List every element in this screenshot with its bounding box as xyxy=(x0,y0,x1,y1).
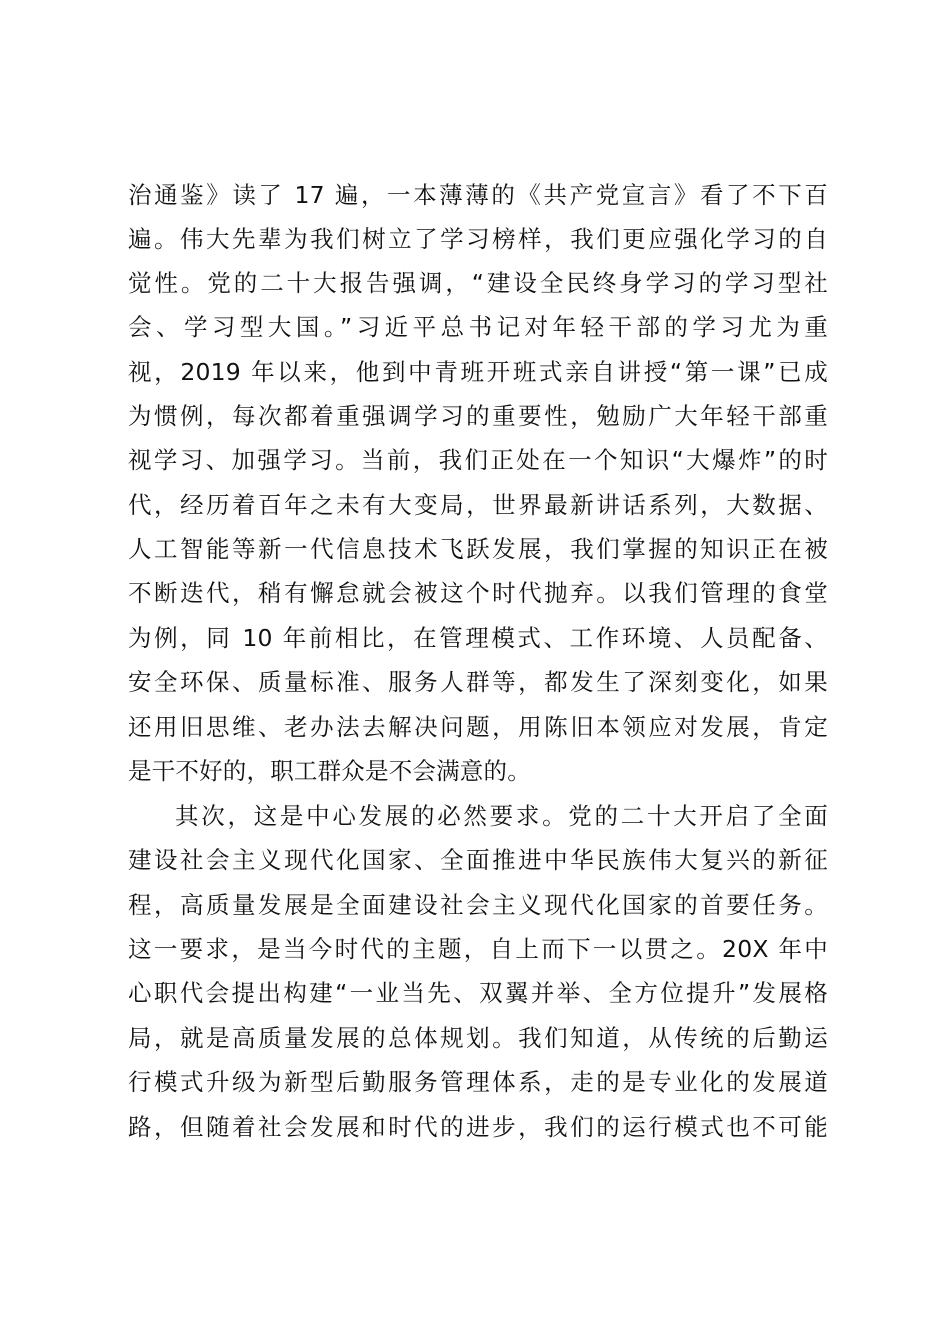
text-line: 治通鉴》读了 17 遍，一本薄薄的《共产党宣言》看了不下百 xyxy=(128,181,828,209)
text-line: 安全环保、质量标准、服务人群等，都发生了深刻变化，如果 xyxy=(128,668,828,696)
text-line: 视学习、加强学习。当前，我们正处在一个知识“大爆炸”的时 xyxy=(128,446,828,474)
text-line: 会、学习型大国。”习近平总书记对年轻干部的学习尤为重 xyxy=(128,313,828,341)
text-line: 视，2019 年以来，他到中青班开班式亲自讲授“第一课”已成 xyxy=(128,358,828,386)
text-line: 觉性。党的二十大报告强调，“建设全民终身学习的学习型社 xyxy=(128,269,828,297)
text-line: 代，经历着百年之未有大变局，世界最新讲话系列，大数据、 xyxy=(128,491,828,519)
text-line: 程，高质量发展是全面建设社会主义现代化国家的首要任务。 xyxy=(128,891,828,919)
paragraph-first-line: 其次，这是中心发展的必然要求。党的二十大开启了全面 xyxy=(175,802,828,830)
text-line: 行模式升级为新型后勤服务管理体系，走的是专业化的发展道 xyxy=(128,1068,828,1096)
text-line: 路，但随着社会发展和时代的进步，我们的运行模式也不可能 xyxy=(128,1113,828,1141)
text-line: 局，就是高质量发展的总体规划。我们知道，从传统的后勤运 xyxy=(128,1024,828,1052)
text-line: 建设社会主义现代化国家、全面推进中华民族伟大复兴的新征 xyxy=(128,846,828,874)
text-line: 为例，同 10 年前相比，在管理模式、工作环境、人员配备、 xyxy=(128,624,828,652)
text-line: 是干不好的，职工群众是不会满意的。 xyxy=(128,757,531,785)
text-line: 遍。伟大先辈为我们树立了学习榜样，我们更应强化学习的自 xyxy=(128,225,828,253)
text-line: 心职代会提出构建“一业当先、双翼并举、全方位提升”发展格 xyxy=(128,979,828,1007)
text-line: 为惯例，每次都着重强调学习的重要性，勉励广大年轻干部重 xyxy=(128,402,828,430)
text-line: 还用旧思维、老办法去解决问题，用陈旧本领应对发展，肯定 xyxy=(128,713,828,741)
text-line: 不断迭代，稍有懈怠就会被这个时代抛弃。以我们管理的食堂 xyxy=(128,579,828,607)
text-line: 这一要求，是当今时代的主题，自上而下一以贯之。20X 年中 xyxy=(128,935,828,963)
text-line: 人工智能等新一代信息技术飞跃发展，我们掌握的知识正在被 xyxy=(128,535,828,563)
